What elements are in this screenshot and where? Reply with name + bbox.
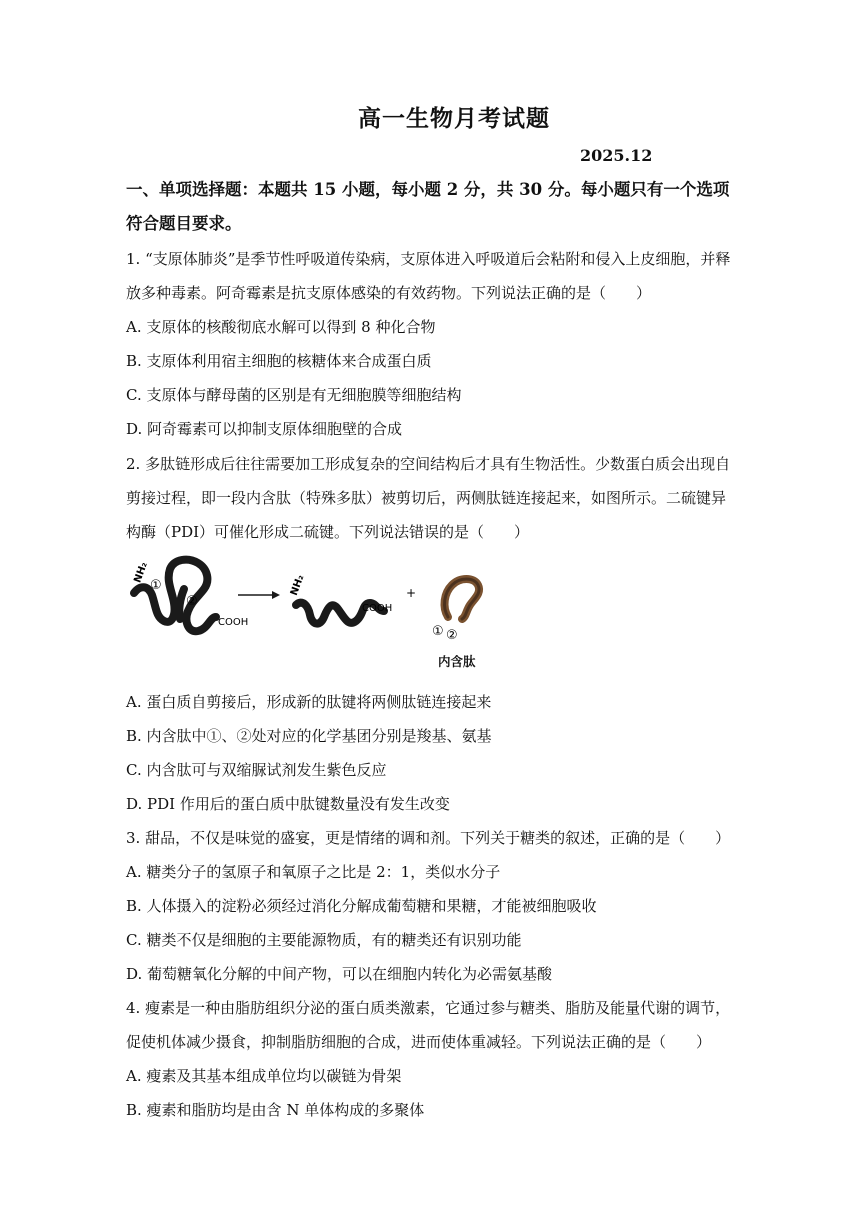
section-heading-line-2: 符合题目要求。 [126, 214, 242, 233]
q2-option-b: B. 内含肽中①、②处对应的化学基团分别是羧基、氨基 [126, 727, 492, 745]
q1-stem-line-2: 放多种毒素。阿奇霉素是抗支原体感染的有效药物。下列说法正确的是（ ） [126, 284, 652, 302]
section-heading-line-1: 一、单项选择题：本题共 15 小题，每小题 2 分，共 30 分。每小题只有一个选项 [126, 180, 730, 199]
intein-mark-2: ② [446, 628, 458, 643]
precursor-nh2-label: NH₂ [132, 560, 150, 585]
q3-option-b: B. 人体摄入的淀粉必须经过消化分解成葡萄糖和果糖，才能被细胞吸收 [126, 897, 597, 915]
q2-stem-line-2: 剪接过程，即一段内含肽（特殊多肽）被剪切后，两侧肽链连接起来，如图所示。二硫键异 [126, 489, 727, 507]
q2-option-d: D. PDI 作用后的蛋白质中肽键数量没有发生改变 [126, 795, 450, 813]
intein-loop [445, 579, 480, 619]
intein-caption: 内含肽 [438, 654, 476, 669]
q4-stem-line-1: 4. 瘦素是一种由脂肪组织分泌的蛋白质类激素，它通过参与糖类、脂肪及能量代谢的调节， [126, 999, 731, 1017]
q3-option-c: C. 糖类不仅是细胞的主要能源物质，有的糖类还有识别功能 [126, 931, 522, 949]
q1-option-a: A. 支原体的核酸彻底水解可以得到 8 种化合物 [126, 318, 436, 336]
precursor-mark-1: ① [150, 578, 162, 593]
q4-option-b: B. 瘦素和脂肪均是由含 N 单体构成的多聚体 [126, 1101, 425, 1119]
exam-title: 高一生物月考试题 [358, 105, 550, 132]
precursor-cooh-label: COOH [218, 617, 249, 628]
q1-option-b: B. 支原体利用宿主细胞的核糖体来合成蛋白质 [126, 352, 432, 370]
spliced-nh2-label: NH₂ [288, 573, 307, 598]
q2-option-c: C. 内含肽可与双缩脲试剂发生紫色反应 [126, 761, 387, 779]
spliced-cooh-label: COOH [362, 603, 393, 614]
q2-stem-line-1: 2. 多肽链形成后往往需要加工形成复杂的空间结构后才具有生物活性。少数蛋白质会出现自 [126, 455, 731, 473]
reaction-arrow [238, 591, 280, 599]
plus-sign: + [406, 586, 417, 600]
splicing-diagram [126, 555, 506, 655]
q1-option-d: D. 阿奇霉素可以抑制支原体细胞壁的合成 [126, 420, 403, 438]
q3-option-d: D. 葡萄糖氧化分解的中间产物，可以在细胞内转化为必需氨基酸 [126, 965, 553, 983]
q4-stem-line-2: 促使机体减少摄食，抑制脂肪细胞的合成，进而使体重减轻。下列说法正确的是（ ） [126, 1033, 712, 1051]
exam-date: 2025.12 [580, 146, 653, 165]
q1-option-c: C. 支原体与酵母菌的区别是有无细胞膜等细胞结构 [126, 386, 462, 404]
q3-option-a: A. 糖类分子的氢原子和氧原子之比是 2：1，类似水分子 [126, 863, 501, 881]
q2-option-a: A. 蛋白质自剪接后，形成新的肽键将两侧肽链连接起来 [126, 693, 492, 711]
q1-stem-line-1: 1. “支原体肺炎”是季节性呼吸道传染病，支原体进入呼吸道后会粘附和侵入上皮细胞，并释 [126, 250, 731, 268]
q2-stem-line-3: 构酶（PDI）可催化形成二硫键。下列说法错误的是（ ） [126, 523, 530, 541]
precursor-mark-2: ② [186, 594, 198, 609]
q3-stem-line-1: 3. 甜品，不仅是味觉的盛宴，更是情绪的调和剂。下列关于糖类的叙述，正确的是（ ） [126, 829, 731, 847]
intein-mark-1: ① [432, 624, 444, 639]
q4-option-a: A. 瘦素及其基本组成单位均以碳链为骨架 [126, 1067, 402, 1085]
